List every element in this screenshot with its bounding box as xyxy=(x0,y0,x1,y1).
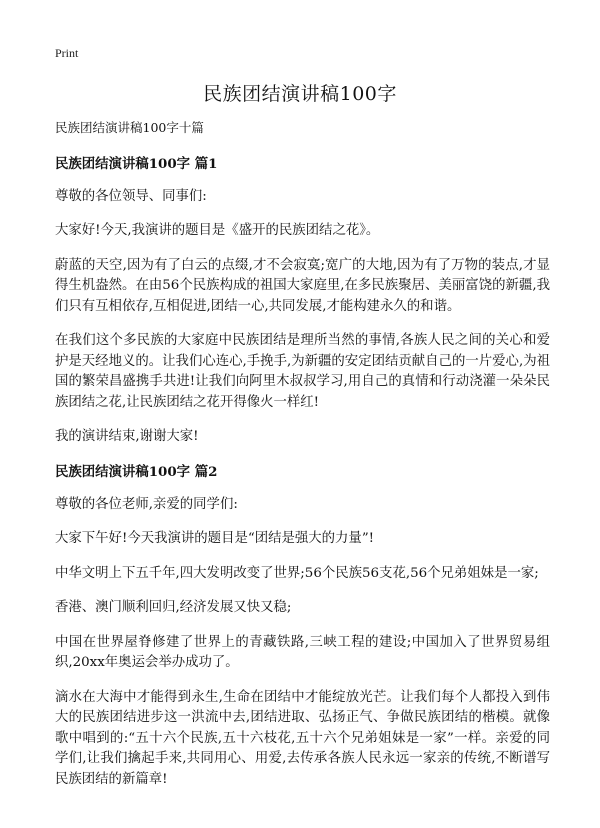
section-paragraph: 我的演讲结束,谢谢大家! xyxy=(55,429,199,444)
section-paragraph: 滴水在大海中才能得到永生,生命在团结中才能绽放光芒。让我们每个人都投入到伟大的民族团结进步这一洪流中去,团结进取、弘扬正气、争做民族团结的楷模。就像歌中唱到的:“五十六个民族,五十六枝花,五十六个兄弟姐妹是一家”一样。亲爱的同学们,让我们擒起手来,共同用心、用爱,去传承各族人民永远一家亲的传统,不断谱写民族团结的新篇章! xyxy=(55,689,550,787)
print-link[interactable]: Print xyxy=(55,46,79,60)
section-1 xyxy=(55,154,550,448)
document-subtitle: 民族团结演讲稿100字十篇 xyxy=(55,120,204,135)
section-paragraph: 大家好!今天,我演讲的题目是《盛开的民族团结之花》。 xyxy=(55,223,380,238)
section-heading: 民族团结演讲稿100字 篇1 xyxy=(55,155,218,172)
section-paragraph: 蔚蓝的天空,因为有了白云的点缀,才不会寂寞;宽广的大地,因为有了万物的装点,才显得生机盎然。在由56个民族构成的祖国大家庭里,在多民族聚居、美丽富饶的新疆,我们只有互相依存,互相促进,团结一心,共同发展,才能构建永久的和谐。 xyxy=(55,257,550,314)
section-paragraph: 中国在世界屋脊修建了世界上的青藏铁路,三峡工程的建设;中国加入了世界贸易组织,20xx年奥运会举办成功了。 xyxy=(55,634,550,670)
section-paragraph: 尊敬的各位老师,亲爱的同学们: xyxy=(55,496,238,512)
section-2 xyxy=(55,462,550,791)
section-paragraph: 在我们这个多民族的大家庭中民族团结是理所当然的事情,各族人民之间的关心和爱护是天经地义的。让我们心连心,手挽手,为新疆的安定团结贡献自己的一片爱心,为祖国的繁荣昌盛携手共进!让我们向阿里木叔叔学习,用自己的真情和行动浇灌一朵朵民族团结之花,让民族团结之花开得像火一样红! xyxy=(55,333,550,410)
section-heading: 民族团结演讲稿100字 篇2 xyxy=(55,463,218,480)
section-paragraph: 大家下午好!今天我演讲的题目是“团结是强大的力量”! xyxy=(55,531,375,546)
section-paragraph: 中华文明上下五千年,四大发明改变了世界;56个民族56支花,56个兄弟姐妹是一家; xyxy=(55,565,539,581)
section-paragraph: 尊敬的各位领导、同事们: xyxy=(55,188,207,204)
section-paragraph: 香港、澳门顺利回归,经济发展又快又稳; xyxy=(55,600,292,615)
page-title: 民族团结演讲稿100字 xyxy=(203,83,397,105)
document-body xyxy=(55,118,550,804)
